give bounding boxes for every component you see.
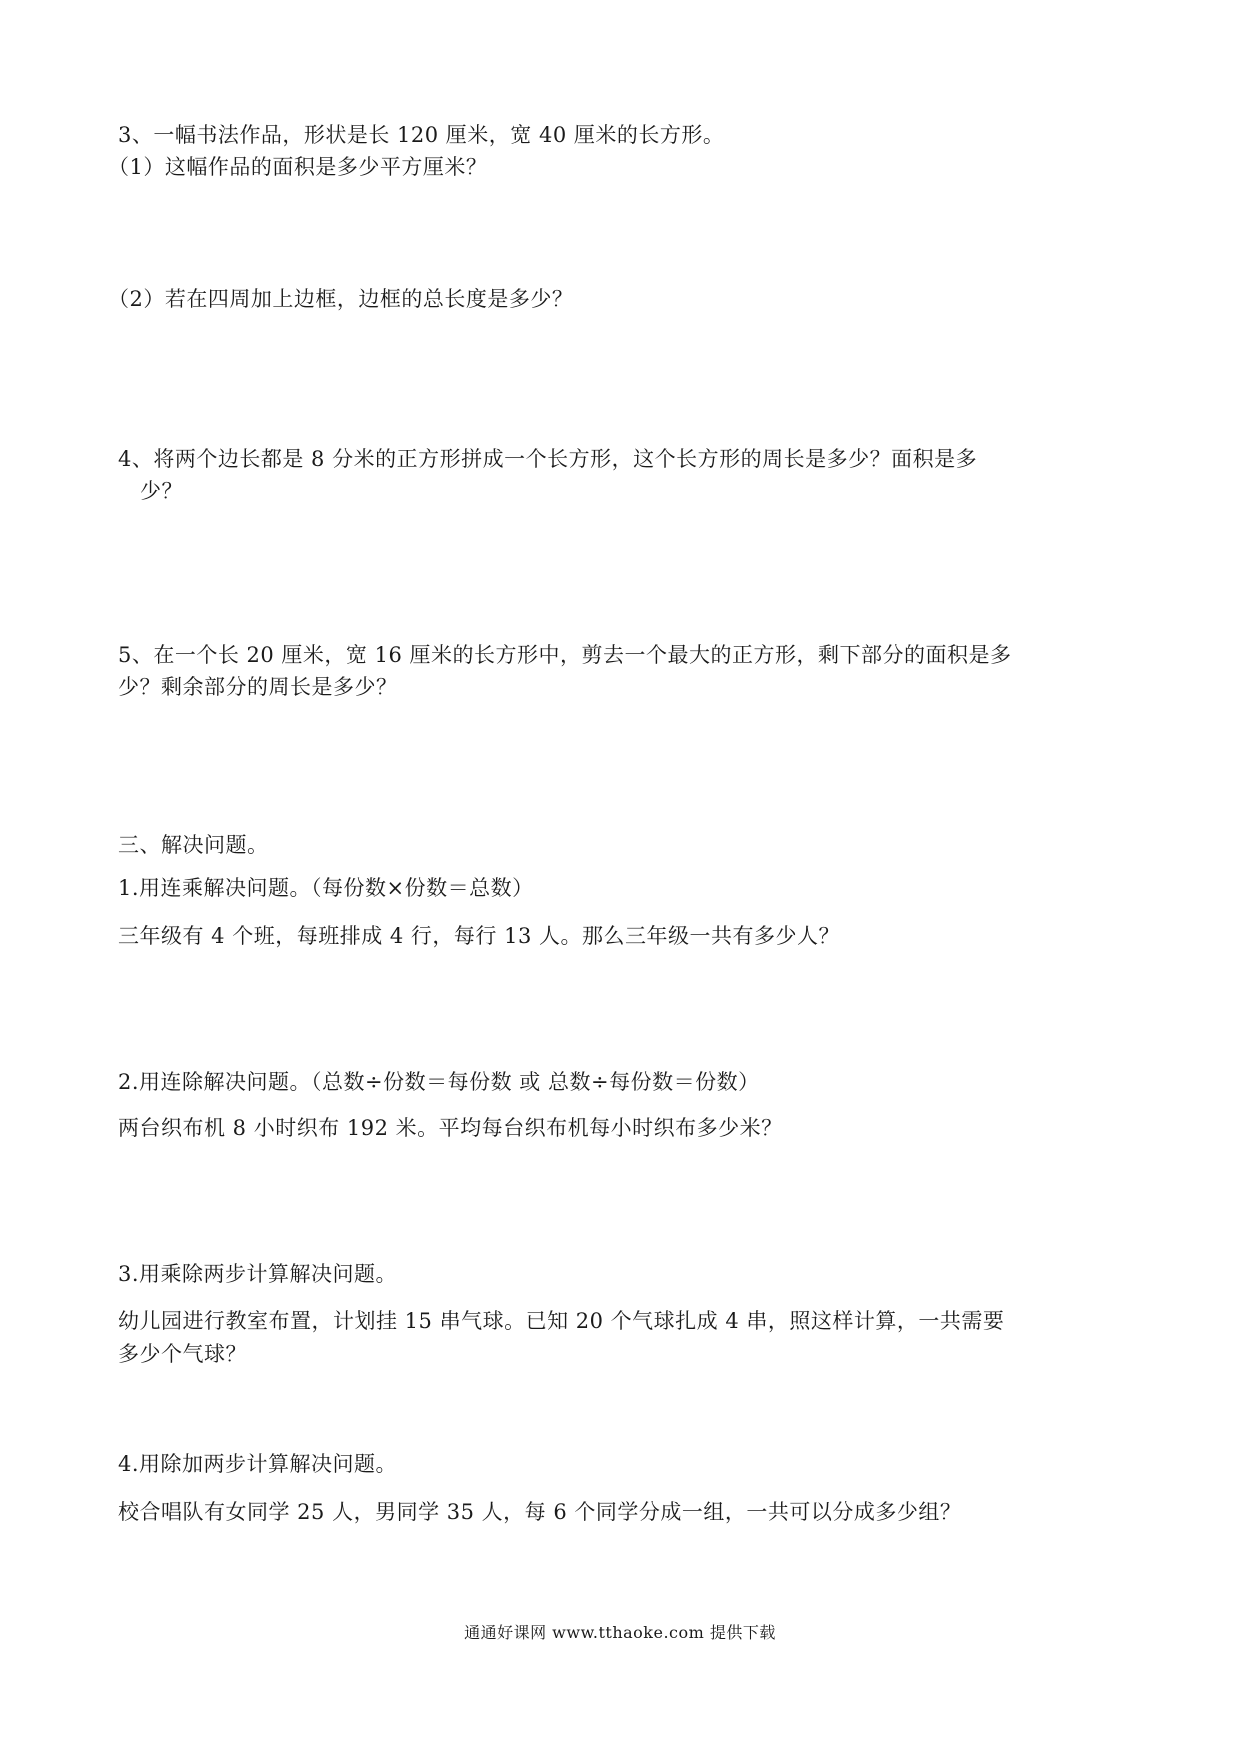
s3-p3-question-line2: 多少个气球？ xyxy=(118,1342,247,1366)
s3-p3-title: 3.用乘除两步计算解决问题。 xyxy=(118,1262,398,1286)
q5-line2: 少？剩余部分的周长是多少？ xyxy=(118,675,398,699)
q3-part1: （1）这幅作品的面积是多少平方厘米？ xyxy=(108,155,488,179)
q3-part2: （2）若在四周加上边框，边框的总长度是多少？ xyxy=(108,287,574,311)
s3-p2-title: 2.用连除解决问题。（总数÷份数＝每份数 或 总数÷每份数＝份数） xyxy=(118,1070,760,1094)
s3-p4-title: 4.用除加两步计算解决问题。 xyxy=(118,1452,398,1476)
footer-credit: 通通好课网 www.tthaoke.com 提供下载 xyxy=(464,1623,776,1642)
q4-line1: 4、将两个边长都是 8 分米的正方形拼成一个长方形，这个长方形的周长是多少？面积是多 xyxy=(118,447,978,471)
s3-p2-question: 两台织布机 8 小时织布 192 米。平均每台织布机每小时织布多少米？ xyxy=(118,1116,783,1140)
s3-p4-question: 校合唱队有女同学 25 人，男同学 35 人，每 6 个同学分成一组，一共可以分成多少组？ xyxy=(118,1500,962,1524)
q5-line1: 5、在一个长 20 厘米，宽 16 厘米的长方形中，剪去一个最大的正方形，剩下部分的面积是多 xyxy=(118,643,1012,667)
section3-heading: 三、解决问题。 xyxy=(118,833,269,857)
s3-p3-question-line1: 幼儿园进行教室布置，计划挂 15 串气球。已知 20 个气球扎成 4 串，照这样计算，一共需要 xyxy=(118,1309,1005,1333)
q4-line2: 少？ xyxy=(140,479,183,503)
s3-p1-title: 1.用连乘解决问题。（每份数×份数＝总数） xyxy=(118,876,534,900)
q3-stem: 3、一幅书法作品，形状是长 120 厘米，宽 40 厘米的长方形。 xyxy=(118,123,725,147)
s3-p1-question: 三年级有 4 个班，每班排成 4 行，每行 13 人。那么三年级一共有多少人？ xyxy=(118,924,840,948)
